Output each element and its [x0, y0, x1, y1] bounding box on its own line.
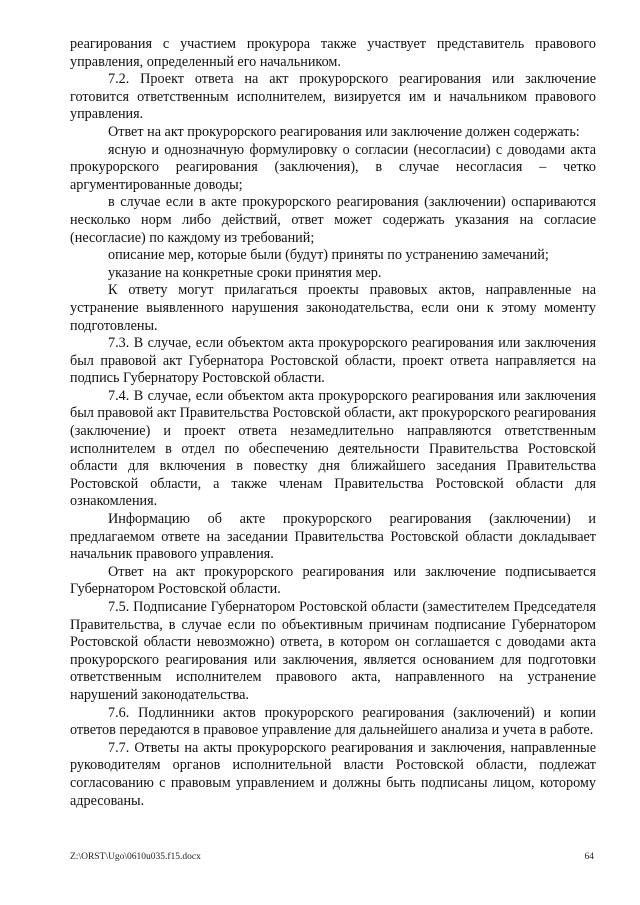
paragraph-7-3: 7.3. В случае, если объектом акта прокурорского реагирования или заключения был правовой акт Губернатора Ростовской области, проект ответа направляется на подпись Губернатору Ростовской области.: [70, 335, 596, 387]
paragraph-7-5: 7.5. Подписание Губернатором Ростовской области (заместителем Председателя Правительства, в случае если по объективным причинам подписание Губернатором Ростовской области невозможно) ответа, в котором он соглашается с доводами акта прокурорского реагирования или заключения, является основанием для подготовки ответственным исполнителем правового акта, направленного на устранение нарушений законодательства.: [70, 599, 596, 703]
paragraph-information: Информацию об акте прокурорского реагирования (заключении) и предлагаемом ответе на заседании Правительства Ростовской области докладывает начальник правового управления.: [70, 511, 596, 563]
document-body: [70, 36, 596, 810]
paragraph-attachments: К ответу могут прилагаться проекты правовых актов, направленные на устранение выявленного нарушения законодательства, если они к этому моменту подготовлены.: [70, 282, 596, 334]
footer-page-number: 64: [584, 852, 594, 862]
footer-file-path: Z:\ORST\Ugo\0610u035.f15.docx: [70, 852, 201, 862]
paragraph-answer-content: Ответ на акт прокурорского реагирования или заключение должен содержать:: [108, 123, 580, 140]
paragraph-list-item-4: указание на конкретные сроки принятия мер.: [108, 264, 382, 281]
paragraph-7-6: 7.6. Подлинники актов прокурорского реагирования (заключений) и копии ответов передаются в правовое управление для дальнейшего анализа и учета в работе.: [70, 704, 596, 739]
paragraph-list-item-3: описание мер, которые были (будут) приняты по устранению замечаний;: [108, 247, 549, 264]
paragraph-7-7: 7.7. Ответы на акты прокурорского реагирования и заключения, направленные руководителям органов исполнительной власти Ростовской области, подлежат согласованию с правовым управлением и должны быть подписаны лицом, которому адресованы.: [70, 739, 596, 809]
paragraph-7-4: 7.4. В случае, если объектом акта прокурорского реагирования или заключения был правовой акт Правительства Ростовской области, акт прокурорского реагирования (заключение) и проект ответа незамедлительно направляются ответственным исполнителем в отдел по обеспечению деятельности Правительства Ростовской области для включения в повестку дня ближайшего заседания Правительства Ростовской области, а также членам Правительства Ростовской области для ознакомления.: [70, 387, 596, 510]
paragraph-7-2: 7.2. Проект ответа на акт прокурорского реагирования или заключение готовится ответственным исполнителем, визируется им и начальником правового управления.: [70, 71, 596, 123]
page-footer: [70, 852, 594, 862]
paragraph-list-item-2: в случае если в акте прокурорского реагирования (заключении) оспариваются несколько норм либо действий, ответ может содержать указания на согласие (несогласие) по каждому из требований;: [70, 194, 596, 246]
paragraph-list-item-1: ясную и однозначную формулировку о согласии (несогласии) с доводами акта прокурорского реагирования (заключения), в случае несогласия – четко аргументированные доводы;: [70, 141, 596, 193]
paragraph-continuation: реагирования с участием прокурора также участвует представитель правового управления, определенный его начальником.: [70, 36, 596, 70]
paragraph-signing: Ответ на акт прокурорского реагирования или заключение подписывается Губернатором Ростовской области.: [70, 563, 596, 598]
